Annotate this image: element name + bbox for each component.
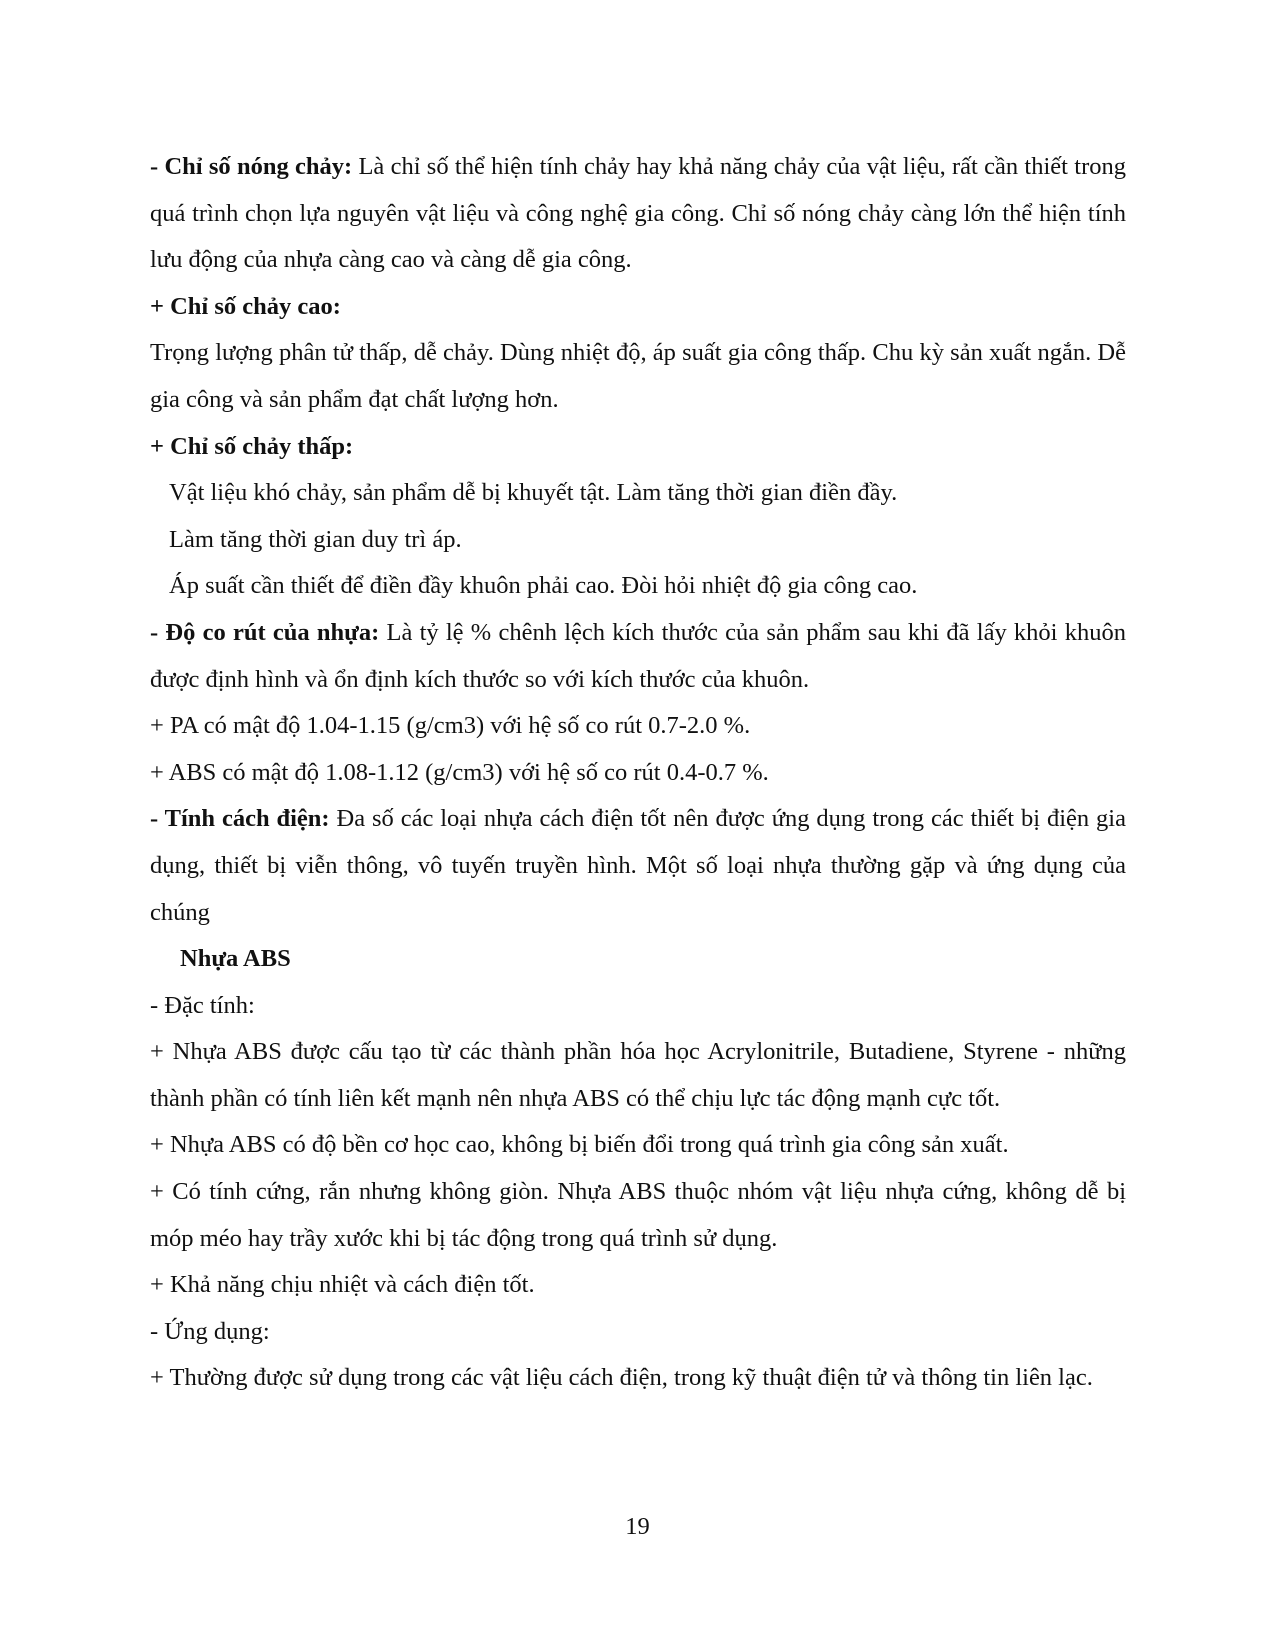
page-content (150, 144, 1126, 1402)
low-flow-label: + Chỉ số chảy thấp: (150, 432, 354, 460)
abs-property-item: + Nhựa ABS có độ bền cơ học cao, không bị biến đổi trong quá trình gia công sản xuất. (150, 1131, 1009, 1159)
abs-property-item: + Khả năng chịu nhiệt và cách điện tốt. (150, 1271, 535, 1299)
low-flow-line: Áp suất cần thiết để điền đầy khuôn phải cao. Đòi hỏi nhiệt độ gia công cao. (169, 572, 918, 600)
abs-property-item: + Có tính cứng, rắn nhưng không giòn. Nhựa ABS thuộc nhóm vật liệu nhựa cứng, không dễ bị móp méo hay trầy xước khi bị tác động trong quá trình sử dụng. (150, 1178, 1126, 1252)
insulation-text: Đa số các loại nhựa cách điện tốt nên được ứng dụng trong các thiết bị điện gia dụng, thiết bị viễn thông, vô tuyến truyền hình. Một số loại nhựa thường gặp và ứng dụng của chúng (150, 805, 1126, 926)
low-flow-line: Làm tăng thời gian duy trì áp. (169, 525, 462, 553)
shrinkage-label: - Độ co rút của nhựa: (150, 618, 380, 646)
subheading-high-flow (150, 284, 1126, 331)
paragraph-shrinkage (150, 610, 1126, 703)
page-number: 19 (625, 1513, 650, 1540)
shrinkage-text: Là tỷ lệ % chênh lệch kích thước của sản phẩm sau khi đã lấy khỏi khuôn được định hình và ổn định kích thước so với kích thước của khuôn. (150, 618, 1126, 693)
melt-index-text: Là chỉ số thể hiện tính chảy hay khả năng chảy của vật liệu, rất cần thiết trong quá trình chọn lựa nguyên vật liệu và công nghệ gia công. Chỉ số nóng chảy càng lớn thể hiện tính lưu động của nhựa càng cao và càng dễ gia công. (150, 153, 1126, 274)
abs-applications-label: - Ứng dụng: (150, 1317, 270, 1345)
insulation-label: - Tính cách điện: (150, 805, 330, 833)
paragraph-insulation (150, 796, 1126, 936)
paragraph-high-flow: Trọng lượng phân tử thấp, dễ chảy. Dùng nhiệt độ, áp suất gia công thấp. Chu kỳ sản xuất ngắn. Dễ gia công và sản phẩm đạt chất lượng hơn. (150, 339, 1126, 413)
paragraph-melt-index (150, 144, 1126, 284)
section-heading-abs (150, 936, 1126, 983)
shrinkage-item: + ABS có mật độ 1.08-1.12 (g/cm3) với hệ số co rút 0.4-0.7 %. (150, 758, 769, 786)
subheading-low-flow (150, 424, 1126, 471)
shrinkage-item: + PA có mật độ 1.04-1.15 (g/cm3) với hệ số co rút 0.7-2.0 %. (150, 712, 751, 740)
abs-properties-label: - Đặc tính: (150, 991, 255, 1019)
abs-application-item: + Thường được sử dụng trong các vật liệu cách điện, trong kỹ thuật điện tử và thông tin liên lạc. (150, 1364, 1093, 1392)
high-flow-label: + Chỉ số chảy cao: (150, 292, 341, 320)
low-flow-line: Vật liệu khó chảy, sản phẩm dễ bị khuyết tật. Làm tăng thời gian điền đầy. (169, 479, 898, 507)
melt-index-label: - Chỉ số nóng chảy: (150, 153, 353, 180)
abs-property-item: + Nhựa ABS được cấu tạo từ các thành phần hóa học Acrylonitrile, Butadiene, Styrene - những thành phần có tính liên kết mạnh nên nhựa ABS có thể chịu lực tác động mạnh cực tốt. (150, 1038, 1126, 1112)
abs-heading: Nhựa ABS (180, 945, 291, 973)
